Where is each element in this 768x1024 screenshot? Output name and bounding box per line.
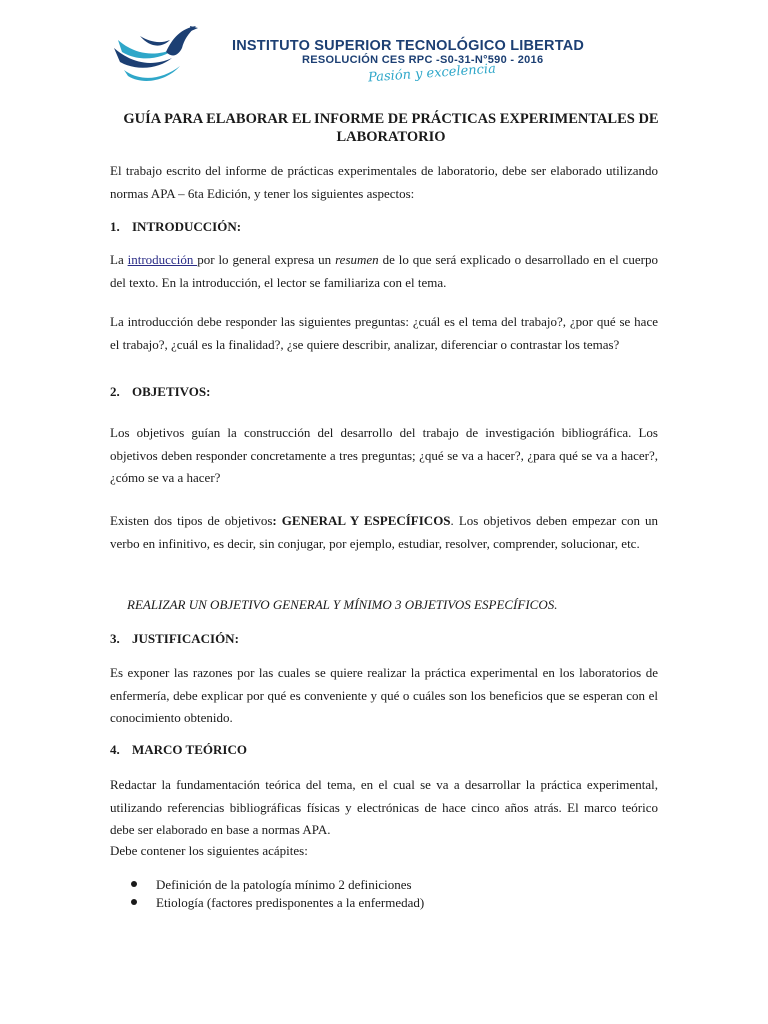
marco-teorico-paragraph: Redactar la fundamentación teórica del tema, en el cual se va a desarrollar la práctica experimental, utilizando referencias bibliográficas físicas y electrónicas de hace cinco años atrás. El marco teórico debe ser elaborado en base a normas APA. <box>110 777 658 837</box>
institution-name: INSTITUTO SUPERIOR TECNOLÓGICO LIBERTAD <box>232 38 585 54</box>
section-heading-marco-teorico: 4. MARCO TEÓRICO <box>110 742 247 757</box>
introduccion-paragraph-2: La introducción debe responder las siguientes preguntas: ¿cuál es el tema del trabajo?, ¿por qué se hace el trabajo?, ¿cuál es la finalidad?, ¿se quiere describir, analizar, diferenciar o contrastar los temas? <box>110 314 658 352</box>
institution-slogan: Pasión y excelencia <box>367 61 497 86</box>
marco-teorico-bullet-list <box>110 876 424 912</box>
institution-resolution: RESOLUCIÓN CES RPC -S0-31-N°590 - 2016 <box>302 54 544 66</box>
bullet-icon <box>131 881 137 887</box>
section-heading-objetivos: 2. OBJETIVOS: <box>110 384 211 399</box>
objetivos-note: REALIZAR UN OBJETIVO GENERAL Y MÍNIMO 3 OBJETIVOS ESPECÍFICOS. <box>127 597 558 612</box>
list-item: Etiología (factores predisponentes a la enfermedad) <box>110 894 424 912</box>
introduccion-paragraph-1: La introducción por lo general expresa un resumen de lo que será explicado o desarrollado en el cuerpo del texto. En la introducción, el lector se familiariza con el tema. <box>110 252 659 290</box>
marco-teorico-list-intro: Debe contener los siguientes acápites: <box>110 843 308 858</box>
section-heading-justificacion: 3. JUSTIFICACIÓN: <box>110 631 239 646</box>
bullet-icon <box>131 899 137 905</box>
justificacion-paragraph: Es exponer las razones por las cuales se quiere realizar la práctica experimental en los laboratorios de enfermería, debe explicar por qué es conveniente y qué o cuáles son los beneficios que se esperan con el conocimiento obtenido. <box>110 665 658 725</box>
bird-logo-icon <box>110 18 200 84</box>
introduccion-link[interactable]: introducción <box>127 252 198 267</box>
section-heading-introduccion: 1. INTRODUCCIÓN: <box>110 219 242 234</box>
list-item: Definición de la patología mínimo 2 definiciones <box>110 876 424 894</box>
objetivos-paragraph-2: Existen dos tipos de objetivos: GENERAL Y ESPECÍFICOS. Los objetivos deben empezar con un verbo en infinitivo, es decir, sin conjugar, por ejemplo, estudiar, resolver, comprender, solucionar, etc. <box>110 513 659 551</box>
document-title: GUÍA PARA ELABORAR EL INFORME DE PRÁCTICAS EXPERIMENTALES DE LABORATORIO <box>123 111 659 145</box>
intro-paragraph: El trabajo escrito del informe de prácticas experimentales de laboratorio, debe ser elaborado utilizando normas APA – 6ta Edición, y tener los siguientes aspectos: <box>110 163 658 201</box>
objetivos-paragraph-1: Los objetivos guían la construcción del desarrollo del trabajo de investigación bibliográfica. Los objetivos deben responder concretamente a tres preguntas; ¿qué se va a hacer?, ¿para qué se va a hacer?, ¿cómo se va a hacer? <box>110 425 658 485</box>
document-header <box>0 0 768 100</box>
